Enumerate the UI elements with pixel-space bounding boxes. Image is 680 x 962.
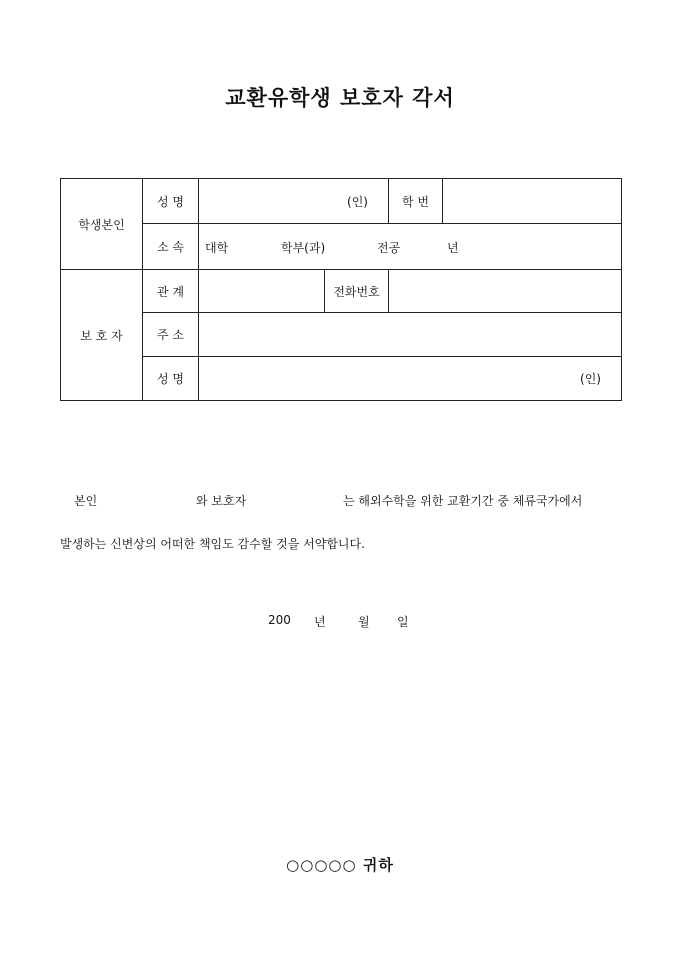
form-table: [60, 178, 622, 401]
affiliation-label: 소 속: [143, 224, 199, 270]
student-id-field[interactable]: [443, 179, 622, 224]
pledge-line-2: 발생하는 신변상의 어떠한 책임도 감수할 것을 서약합니다.: [60, 537, 365, 551]
address-label: 주 소: [143, 313, 199, 357]
document-title: 교환유학생 보호자 각서: [225, 85, 455, 110]
date-year: 년: [314, 615, 326, 629]
college-label: 대학: [205, 241, 229, 255]
pledge-part-1: 본인: [74, 494, 98, 508]
student-name-label: 성 명: [143, 179, 199, 224]
year-label: 년: [447, 241, 459, 255]
student-id-label: 학 번: [389, 179, 443, 224]
date-year-prefix: 200: [268, 613, 291, 627]
phone-label: 전화번호: [325, 270, 389, 313]
relation-field[interactable]: [199, 270, 325, 313]
date-month: 월: [358, 615, 370, 629]
pledge-part-2: 와 보호자: [196, 494, 247, 508]
phone-field[interactable]: [389, 270, 622, 313]
pledge-part-3: 는 해외수학을 위한 교환기간 중 체류국가에서: [343, 494, 583, 508]
guardian-group-label: 보 호 자: [61, 270, 143, 401]
addressee: ○○○○○ 귀하: [286, 856, 394, 874]
address-field[interactable]: [199, 313, 622, 357]
guardian-name-field[interactable]: [199, 357, 622, 401]
affiliation-field[interactable]: [199, 224, 622, 270]
department-label: 학부(과): [281, 241, 326, 255]
student-group-label: 학생본인: [61, 179, 143, 270]
guardian-name-label: 성 명: [143, 357, 199, 401]
major-label: 전공: [377, 241, 401, 255]
student-name-field[interactable]: [199, 179, 389, 224]
guardian-seal: (인): [580, 372, 601, 386]
relation-label: 관 계: [143, 270, 199, 313]
date-day: 일: [397, 615, 409, 629]
student-seal: (인): [347, 194, 368, 209]
